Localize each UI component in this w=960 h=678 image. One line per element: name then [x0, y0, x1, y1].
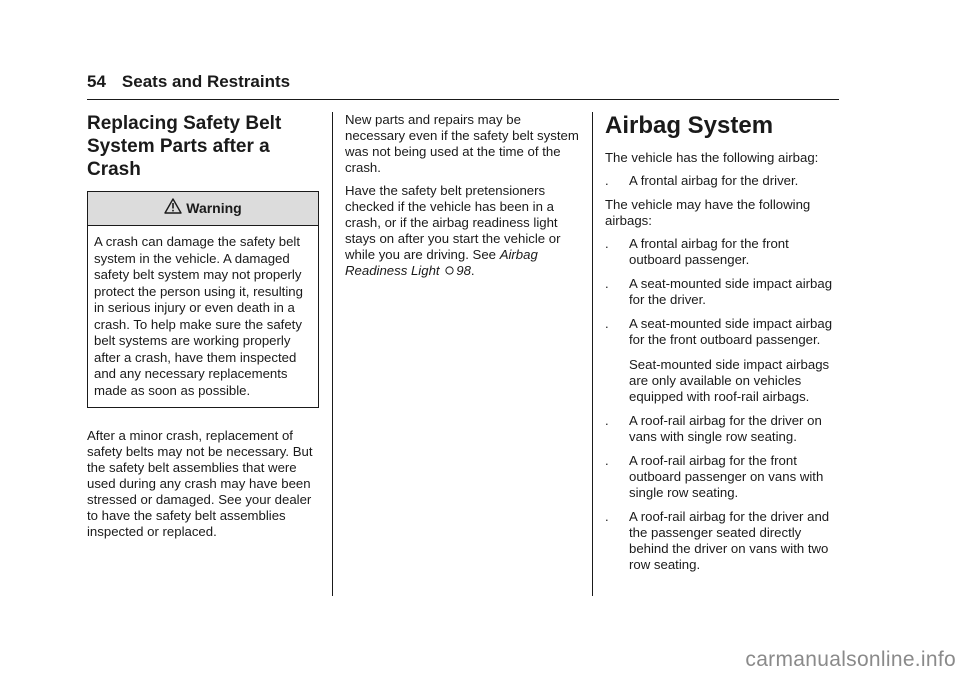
list-item [605, 316, 839, 405]
list-item [605, 509, 839, 573]
list-item-note: Seat-mounted side impact airbags are only available on vehicles equipped with roof-rail airbags. [629, 357, 830, 404]
section-heading: Replacing Safety Belt System Parts after a Crash [87, 113, 282, 180]
body-paragraph: The vehicle may have the following airbags: [605, 197, 811, 228]
warning-box [87, 191, 319, 408]
list-item-text: A roof-rail airbag for the front outboard passenger on vans with single row seating. [629, 453, 824, 500]
bullet-icon: . [605, 173, 609, 188]
list-item [605, 173, 839, 189]
body-paragraph: The vehicle has the following airbag: [605, 150, 819, 165]
list-item-text: A roof-rail airbag for the driver and the passenger seated directly behind the driver on vans with two row seating. [629, 509, 830, 572]
warning-label: Warning [186, 199, 242, 216]
list-item [605, 236, 839, 268]
list-item [605, 413, 839, 445]
list-item-main: A seat-mounted side impact airbag for the front outboard passenger. [629, 316, 833, 347]
section-heading: Airbag System [605, 112, 774, 139]
bullet-icon: . [605, 509, 609, 524]
page-header [87, 72, 839, 100]
warning-text [88, 226, 318, 407]
warning-header [88, 192, 318, 226]
list-item [605, 276, 839, 308]
column-left [87, 112, 319, 547]
bullet-icon: . [605, 236, 609, 251]
list-item [605, 453, 839, 501]
airbag-list-optional [605, 236, 839, 573]
body-paragraph [345, 183, 580, 279]
page-reference-icon [445, 263, 454, 279]
watermark: carmanualsonline.info [745, 648, 956, 671]
bullet-icon: . [605, 453, 609, 468]
cross-reference-link[interactable]: Airbag Readiness Light [345, 247, 538, 278]
list-item-text [629, 316, 839, 405]
paragraph-text: Have the safety belt pretensioners checked if the vehicle has been in a crash, or if the airbag readiness light stays on after you start the vehicle or while you are driving. See [345, 183, 561, 262]
list-item-text: A frontal airbag for the driver. [629, 173, 799, 188]
column-divider [592, 112, 593, 596]
list-item-text: A frontal airbag for the front outboard passenger. [629, 236, 789, 267]
body-paragraph: After a minor crash, replacement of safety belts may not be necessary. But the safety belt assemblies that were used during any crash may have been stressed or damaged. See your dealer to have the safety belt assemblies inspected or replaced. [87, 428, 313, 539]
warning-paragraph: A crash can damage the safety belt system in the vehicle. A damaged safety belt system may not properly protect the person using it, resulting in serious injury or even death in a crash. To help make sure the safety belt systems are working properly after a crash, have them inspected and any necessary replacements made as soon as possible. [94, 234, 303, 398]
body-paragraph: New parts and repairs may be necessary even if the safety belt system was not being used at the time of the crash. [345, 112, 579, 175]
bullet-icon: . [605, 413, 609, 428]
column-divider [332, 112, 333, 596]
warning-triangle-icon [164, 198, 182, 217]
list-item-text: A seat-mounted side impact airbag for the driver. [629, 276, 833, 307]
cross-reference-page[interactable]: 98 [456, 263, 471, 278]
airbag-list-standard [605, 173, 839, 189]
page-number: 54 [87, 72, 106, 91]
bullet-icon: . [605, 276, 609, 291]
page-section-title: Seats and Restraints [121, 72, 291, 91]
list-item-text: A roof-rail airbag for the driver on vans with single row seating. [629, 413, 822, 444]
column-right [605, 112, 839, 581]
column-middle [345, 112, 580, 286]
bullet-icon: . [605, 316, 609, 331]
paragraph-end: . [470, 263, 475, 278]
